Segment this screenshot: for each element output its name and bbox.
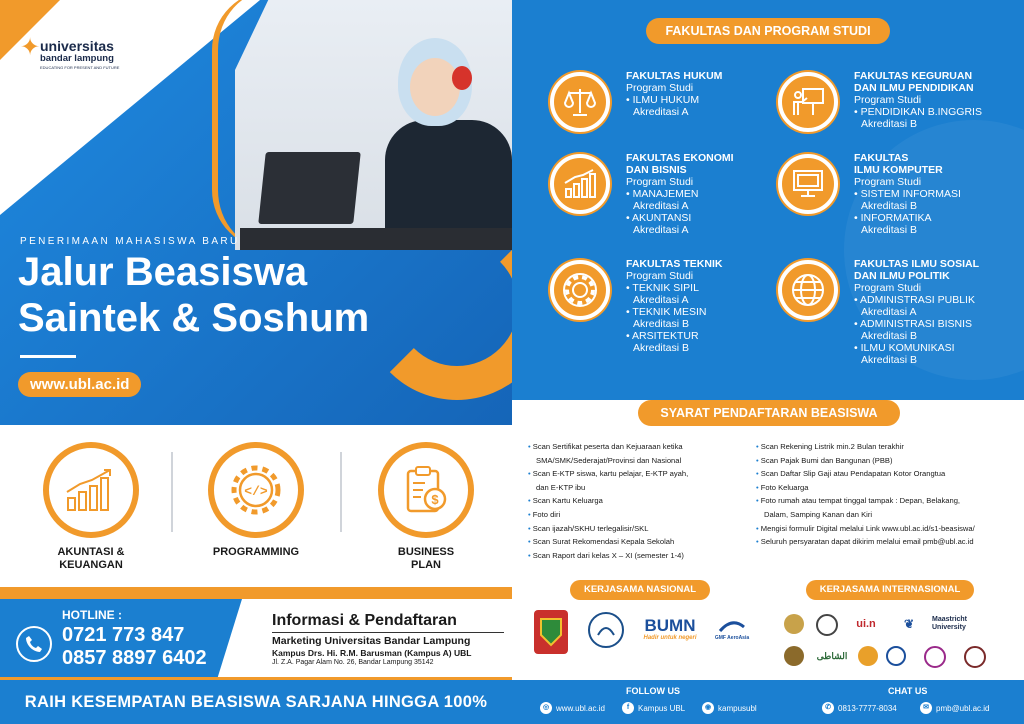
syarat-item: • Scan Kartu Keluarga xyxy=(528,494,688,508)
footer-whatsapp-link[interactable]: ✆ 0813-7777-8034 xyxy=(822,702,897,714)
scholarship-banner xyxy=(0,680,512,724)
syarat-item-cont: Dalam, Samping Kanan dan Kiri xyxy=(764,509,873,519)
info-title: Informasi & Pendaftaran xyxy=(272,612,457,629)
syarat-title: SYARAT PENDAFTARAN BEASISWA xyxy=(638,400,900,426)
syarat-list-right xyxy=(756,440,975,549)
star-logo-icon: ✦ xyxy=(20,34,41,61)
fakultas-text: FAKULTAS EKONOMI DAN BISNIS Program Studi • MANAJEMEN Akreditasi A • AKUNTANSI Akreditasi A xyxy=(626,152,734,236)
footer-web-link[interactable]: ◎ www.ubl.ac.id xyxy=(540,702,605,714)
footer-email-link[interactable]: ✉ pmb@ubl.ac.id xyxy=(920,702,989,714)
hero-title-line1: Jalur Beasiswa xyxy=(18,250,308,294)
divider xyxy=(340,452,342,532)
fakultas-text: FAKULTAS KEGURUAN DAN ILMU PENDIDIKAN Program Studi • PENDIDIKAN B.INGGRIS Akreditasi B xyxy=(854,70,982,130)
intl-partner-seal xyxy=(924,646,946,668)
syarat-item: • Foto Keluarga xyxy=(756,481,975,495)
headset-icon xyxy=(452,66,472,90)
info-address: Jl. Z.A. Pagar Alam No. 26, Bandar Lampung 35142 xyxy=(272,659,434,666)
syarat-item: • Scan Raport dari kelas X – XI (semester 1-4) xyxy=(528,549,688,563)
logo-tagline: EDUCATING FOR PRESENT AND FUTURE xyxy=(40,65,120,70)
right-page xyxy=(512,0,1024,724)
footer-facebook-link[interactable]: f Kampus UBL xyxy=(622,702,685,714)
intl-partner-logo: ui.n xyxy=(856,618,876,630)
syarat-item: • Foto diri xyxy=(528,508,688,522)
program-label: PROGRAMMING xyxy=(212,546,300,558)
hotline-phone-2[interactable]: 0857 8897 6402 xyxy=(62,647,207,669)
syarat-list-left xyxy=(528,440,688,562)
intl-partner-seal xyxy=(858,646,878,666)
intl-partner-seal xyxy=(816,614,838,636)
syarat-item: • Foto rumah atau tempat tinggal tampak : Depan, Belakang, xyxy=(756,494,975,508)
person-face xyxy=(410,58,460,116)
syarat-item: • Scan Rekening Listrik min.2 Bulan terakhir xyxy=(756,440,975,454)
partner-logo-circle xyxy=(588,612,624,648)
program-label: BUSINESS PLAN xyxy=(397,546,455,571)
bar-chart-icon xyxy=(550,154,610,214)
follow-us-label: FOLLOW US xyxy=(626,686,680,696)
logo-name: universitas xyxy=(40,38,114,54)
hotline-phone-1[interactable]: 0721 773 847 xyxy=(62,624,185,646)
scale-icon xyxy=(550,72,610,132)
svg-text:$: $ xyxy=(431,492,439,507)
syarat-item: • Scan ijazah/SKHU terlegalisir/SKL xyxy=(528,522,688,536)
growth-chart-icon xyxy=(49,448,133,532)
facebook-icon: f xyxy=(622,702,634,714)
lampung-province-logo xyxy=(534,610,568,654)
program-label: AKUNTASI & KEUANGAN xyxy=(57,546,125,571)
laptop-icon xyxy=(258,152,361,224)
teacher-board-icon xyxy=(778,72,838,132)
program-icon-ring xyxy=(208,442,304,538)
footer-instagram-link[interactable]: ◉ kampusubl xyxy=(702,702,757,714)
fakultas-text: FAKULTAS ILMU SOSIAL DAN ILMU POLITIK Program Studi • ADMINISTRASI PUBLIK Akreditasi A • ADMINISTRASI BISNIS Akreditasi B • ILMU KOMUNIKASI Akreditasi B xyxy=(854,258,980,366)
fakultas-text: FAKULTAS ILMU KOMPUTER Program Studi • SISTEM INFORMASI Akreditasi B • INFORMATIKA Akreditasi B xyxy=(854,152,961,236)
bumn-logo: BUMN Hadir untuk negeri xyxy=(643,615,697,641)
intl-partner-logo: ❦ xyxy=(903,617,915,631)
fakultas-text: FAKULTAS TEKNIK Program Studi • TEKNIK SIPIL Akreditasi A • TEKNIK MESIN Akreditasi B • ARSITEKTUR Akreditasi B xyxy=(626,258,723,354)
syarat-item: • Scan Pajak Bumi dan Bangunan (PBB) xyxy=(756,454,975,468)
divider xyxy=(171,452,173,532)
syarat-item[interactable]: • Mengisi formulir Digital melalui Link www.ubl.ac.id/s1-beasiswa/ xyxy=(756,522,975,536)
globe-icon: ◎ xyxy=(540,702,552,714)
syarat-item: • Scan Daftar Slip Gaji atau Pendapatan Kotor Orangtua xyxy=(756,467,975,481)
intl-partner-seal xyxy=(964,646,986,668)
logo-sub: bandar lampung xyxy=(40,53,114,64)
hero-kicker: PENERIMAAN MAHASISWA BARU xyxy=(20,236,240,247)
program-business-plan xyxy=(361,442,491,572)
kerjasama-nasional-title: KERJASAMA NASIONAL xyxy=(570,580,710,600)
syarat-item-cont: dan E-KTP ibu xyxy=(536,482,586,492)
phone-icon xyxy=(16,626,52,662)
website-link[interactable]: www.ubl.ac.id xyxy=(18,372,141,397)
intl-partner-arabic-logo: ﺍﻟﺸﺎﻃﻰ xyxy=(816,650,848,661)
info-underline xyxy=(272,632,504,633)
syarat-item[interactable]: • Seluruh persyaratan dapat dikirim melalui email pmb@ubl.ac.id xyxy=(756,535,975,549)
program-programming xyxy=(191,442,321,559)
intl-partner-seal xyxy=(886,646,906,666)
program-akuntansi xyxy=(26,442,156,572)
gear-icon xyxy=(550,260,610,320)
gear-code-icon xyxy=(214,448,298,532)
title-underline xyxy=(20,355,76,358)
whatsapp-icon: ✆ xyxy=(822,702,834,714)
fakultas-title: FAKULTAS DAN PROGRAM STUDI xyxy=(646,18,890,44)
kerjasama-internasional-title: KERJASAMA INTERNASIONAL xyxy=(806,580,974,600)
program-icon-ring xyxy=(378,442,474,538)
mail-icon: ✉ xyxy=(920,702,932,714)
syarat-item: • Scan Sertifikat peserta dan Kejuaraan ketika xyxy=(528,440,688,454)
info-line-1: Marketing Universitas Bandar Lampung xyxy=(272,635,471,647)
gmf-aeroasia-logo: GMF AeroAsia xyxy=(712,612,752,648)
monitor-icon xyxy=(778,154,838,214)
syarat-item: • Scan E-KTP siswa, kartu pelajar, E-KTP ayah, xyxy=(528,467,688,481)
svg-text:</>: </> xyxy=(244,484,268,499)
orange-band xyxy=(0,587,512,599)
intl-partner-seal xyxy=(784,646,804,666)
info-line-2: Kampus Drs. Hi. R.M. Barusman (Kampus A) UBL xyxy=(272,648,472,658)
chat-us-label: CHAT US xyxy=(888,686,928,696)
clipboard-dollar-icon xyxy=(384,448,468,532)
fakultas-text: FAKULTAS HUKUM Program Studi • ILMU HUKUM Akreditasi A xyxy=(626,70,723,118)
syarat-item: • Scan Surat Rekomendasi Kepala Sekolah xyxy=(528,535,688,549)
hero-title-line2: Saintek & Soshum xyxy=(18,296,370,340)
hotline-label: HOTLINE : xyxy=(62,608,122,622)
instagram-icon: ◉ xyxy=(702,702,714,714)
intl-partner-seal xyxy=(784,614,804,634)
globe-icon xyxy=(778,260,838,320)
syarat-item-cont: SMA/SMK/Sederajat/Provinsi dan Nasional xyxy=(536,455,682,465)
scholarship-banner-text: RAIH KESEMPATAN BEASISWA SARJANA HINGGA 100% xyxy=(24,692,488,711)
maastricht-university-logo: Maastricht University xyxy=(932,616,968,631)
program-icon-ring xyxy=(43,442,139,538)
